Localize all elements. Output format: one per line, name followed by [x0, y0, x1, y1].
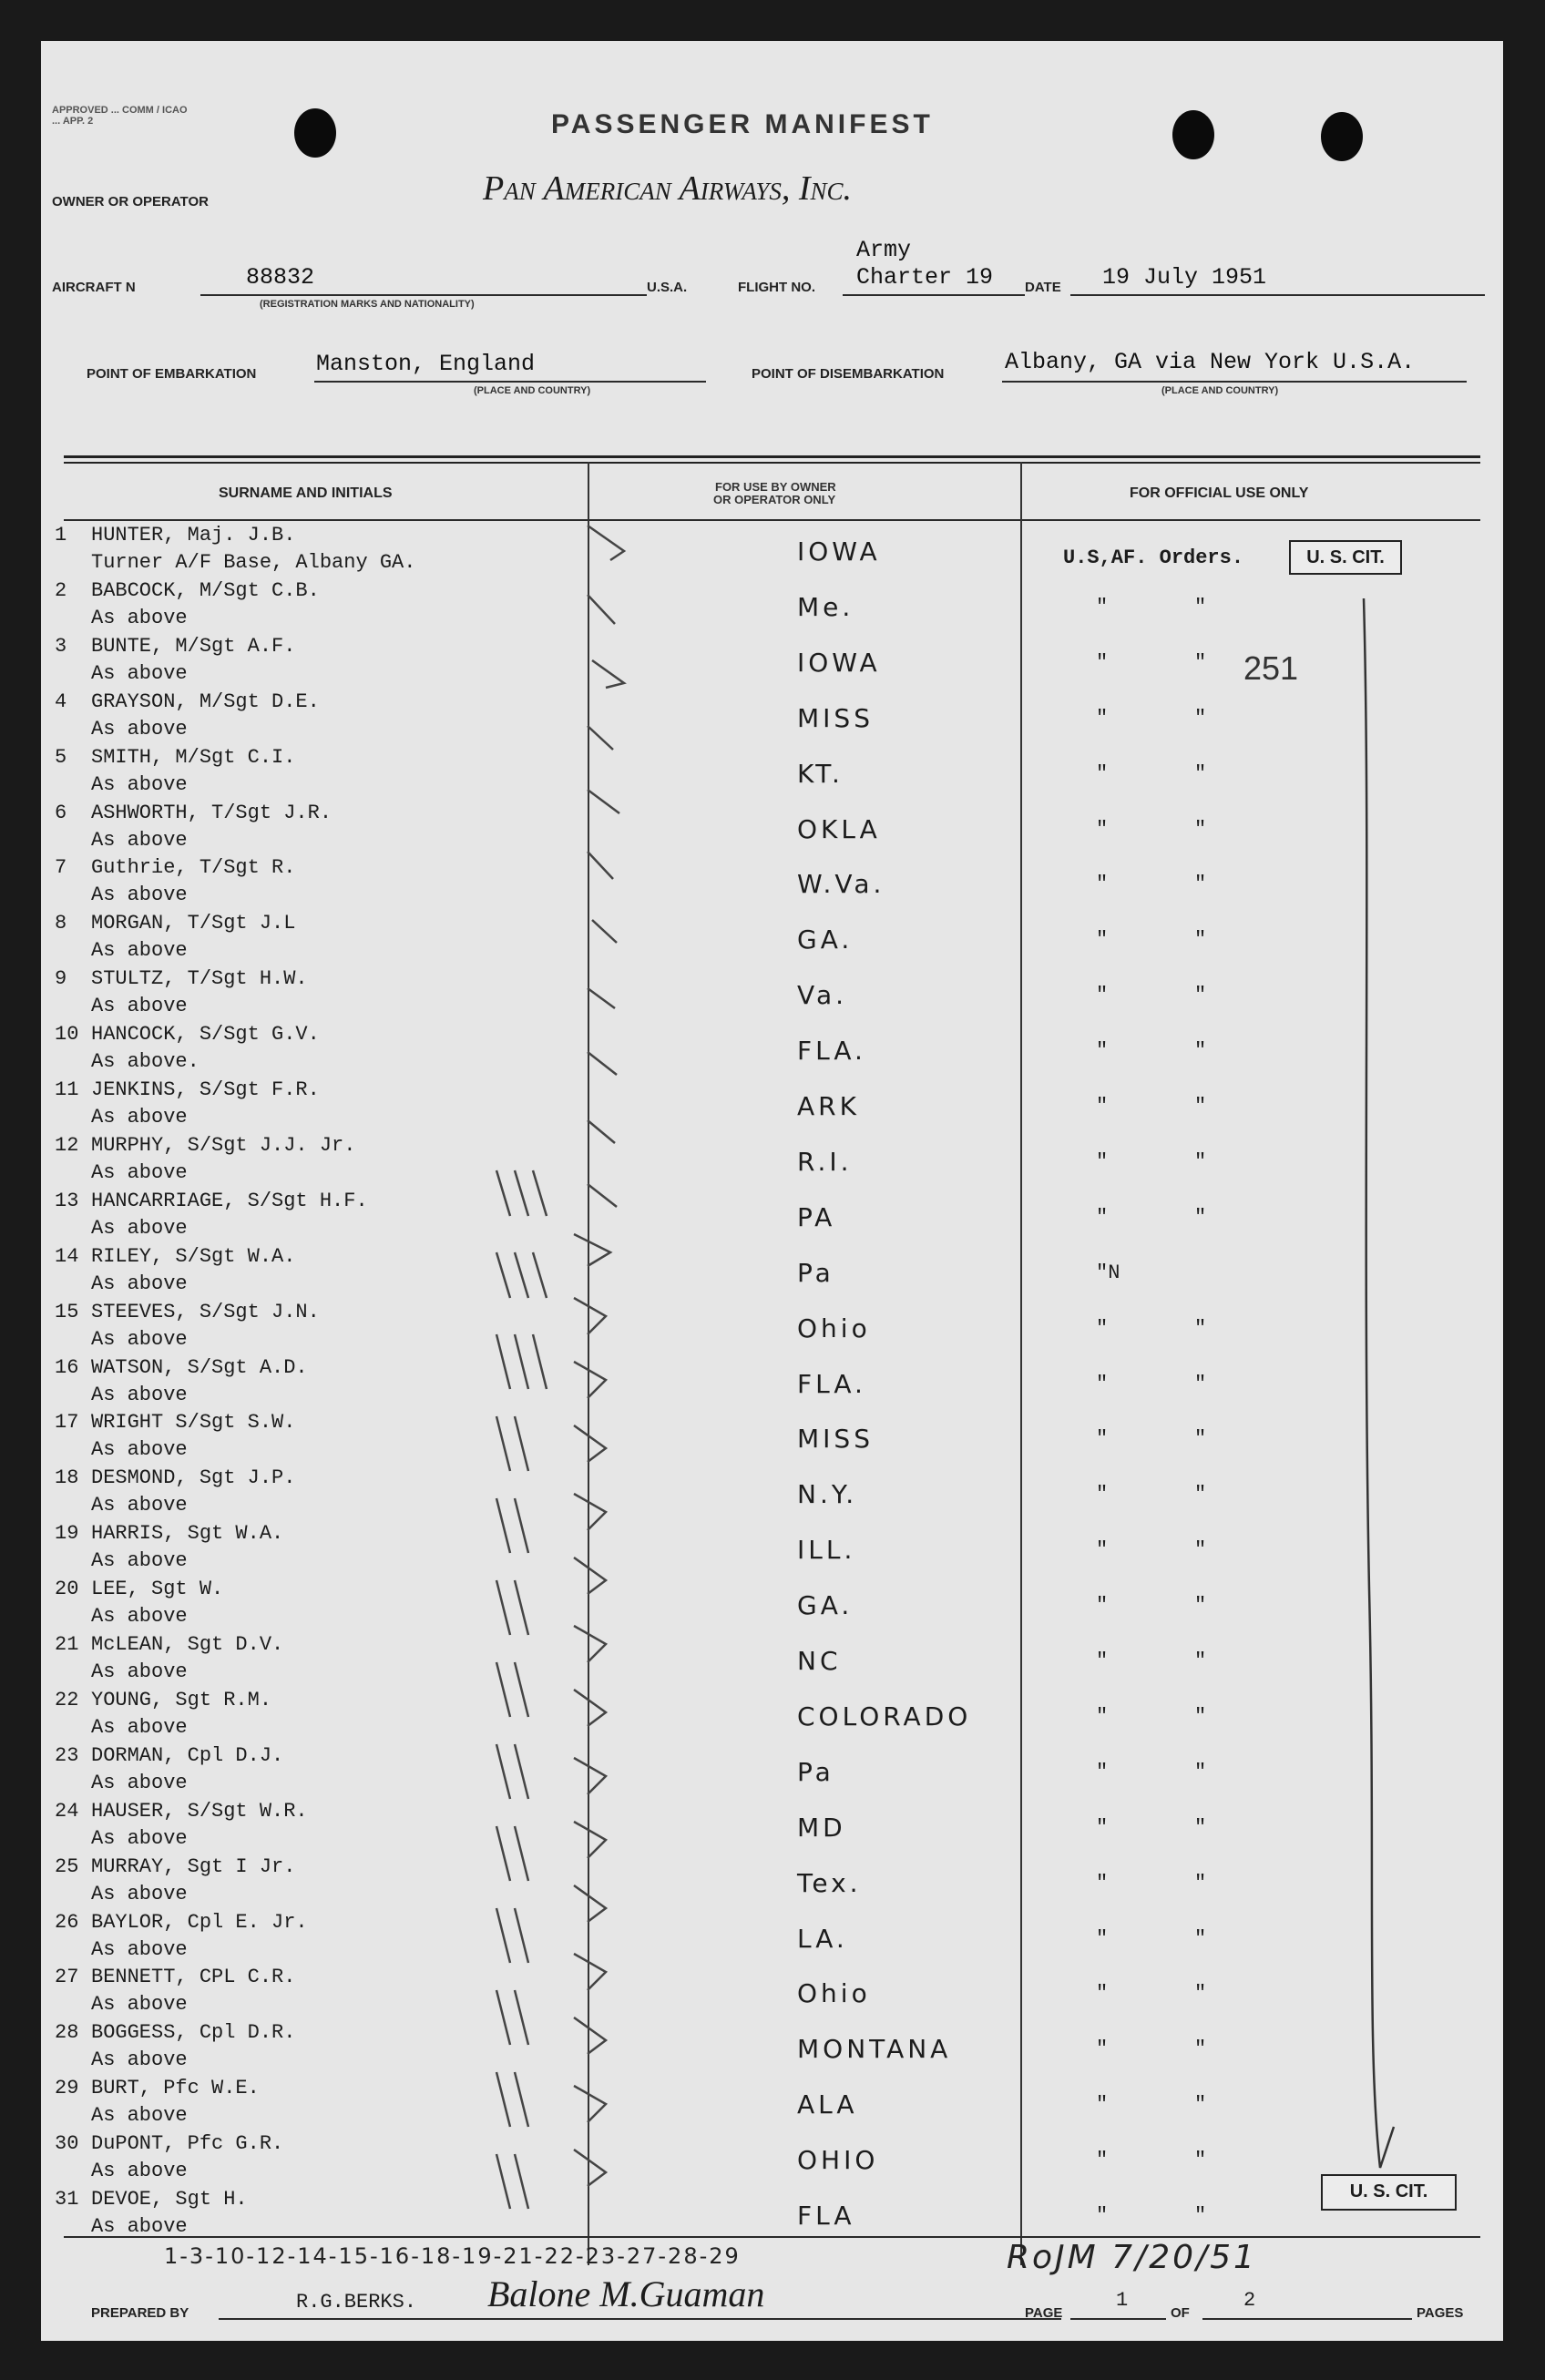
passenger-address: As above: [91, 1771, 188, 1794]
passenger-row: [41, 2077, 1503, 2132]
passenger-name: BAYLOR, Cpl E. Jr.: [91, 1910, 308, 1934]
passenger-name: STULTZ, T/Sgt H.W.: [91, 967, 308, 991]
home-state: MISS: [797, 702, 874, 733]
passenger-address: As above: [91, 661, 188, 685]
passenger-name: LEE, Sgt W.: [91, 1578, 224, 1601]
passenger-name: GRAYSON, M/Sgt D.E.: [91, 689, 320, 713]
ditto-mark: ": [1096, 1205, 1109, 1229]
ditto-mark: ": [1194, 1982, 1207, 2006]
passenger-address: As above: [91, 1993, 188, 2017]
passenger-name: DuPONT, Pfc G.R.: [91, 2132, 284, 2156]
row-number: 10: [55, 1023, 79, 1047]
ditto-mark: ": [1096, 706, 1109, 730]
passenger-address: As above: [91, 1327, 188, 1351]
row-number: 8: [55, 912, 67, 935]
passenger-name: BURT, Pfc W.E.: [91, 2077, 260, 2100]
row-number: 30: [55, 2132, 79, 2156]
passenger-address: As above: [91, 995, 188, 1018]
ditto-mark: "N: [1096, 1261, 1120, 1284]
ditto-mark: ": [1194, 1039, 1207, 1063]
passenger-name: JENKINS, S/Sgt F.R.: [91, 1078, 320, 1101]
passenger-row: [41, 524, 1503, 579]
passenger-name: McLEAN, Sgt D.V.: [91, 1633, 284, 1656]
passenger-row: [41, 2132, 1503, 2188]
passenger-name: WATSON, S/Sgt A.D.: [91, 1355, 308, 1379]
passenger-address: As above: [91, 772, 188, 796]
passenger-address: As above: [91, 884, 188, 907]
flight-date: 19 July 1951: [1102, 264, 1267, 291]
passenger-row: [41, 1855, 1503, 1911]
passenger-address: As above: [91, 1660, 188, 1683]
passenger-row: [41, 967, 1503, 1023]
passenger-address: As above: [91, 2215, 188, 2238]
us-cit-stamp-bottom: U. S. CIT.: [1321, 2174, 1457, 2211]
row-number: 9: [55, 967, 67, 991]
row-number: 2: [55, 578, 67, 602]
ditto-mark: ": [1194, 2038, 1207, 2061]
row-number: 29: [55, 2077, 79, 2100]
ditto-mark: ": [1194, 1427, 1207, 1451]
row-number: 7: [55, 856, 67, 880]
home-state: OHIO: [797, 2145, 879, 2176]
home-state: IOWA: [797, 536, 881, 567]
passenger-address: As above: [91, 1216, 188, 1240]
passenger-row: [41, 1689, 1503, 1744]
prepared-label: PREPARED BY: [91, 2305, 189, 2321]
manifest-sheet: [41, 41, 1503, 2341]
home-state: KT.: [797, 758, 844, 789]
row-number: 24: [55, 1799, 79, 1823]
passenger-row: [41, 1466, 1503, 1522]
row-number: 14: [55, 1244, 79, 1268]
passenger-row: [41, 912, 1503, 967]
row-number: 17: [55, 1411, 79, 1435]
ditto-mark: ": [1096, 1871, 1109, 1895]
ditto-mark: ": [1096, 2093, 1109, 2117]
home-state: ARK: [797, 1091, 860, 1121]
passenger-address: As above: [91, 717, 188, 741]
of-label: OF: [1171, 2305, 1190, 2321]
home-state: NC: [797, 1646, 842, 1676]
home-state: ALA: [797, 2089, 858, 2120]
ditto-mark: ": [1096, 1594, 1109, 1618]
col-surname: SURNAME AND INITIALS: [219, 485, 393, 501]
ditto-mark: ": [1096, 1704, 1109, 1728]
passenger-row: [41, 1190, 1503, 1245]
owner-label: OWNER OR OPERATOR: [52, 194, 209, 209]
home-state: FLA: [797, 2201, 855, 2231]
ditto-mark: ": [1096, 2204, 1109, 2227]
ditto-mark: ": [1096, 1650, 1109, 1672]
aircraft-label: AIRCRAFT N: [52, 280, 136, 295]
flight-label: FLIGHT NO.: [738, 280, 815, 295]
passenger-address: As above: [91, 1383, 188, 1406]
ditto-mark: ": [1096, 1815, 1109, 1839]
ditto-mark: ": [1096, 1427, 1109, 1451]
ditto-mark: ": [1096, 1483, 1109, 1507]
row-number: 6: [55, 801, 67, 824]
ditto-mark: ": [1096, 1149, 1109, 1173]
ditto-mark: ": [1194, 595, 1207, 618]
flight-note: Army: [856, 237, 912, 263]
passenger-name: BUNTE, M/Sgt A.F.: [91, 634, 296, 658]
passenger-name: DEVOE, Sgt H.: [91, 2188, 248, 2211]
ditto-mark: ": [1096, 1372, 1109, 1395]
ditto-mark: ": [1194, 1538, 1207, 1562]
home-state: Me.: [797, 591, 854, 622]
ditto-mark: ": [1194, 2093, 1207, 2117]
home-state: MISS: [797, 1424, 874, 1455]
ditto-mark: ": [1194, 1372, 1207, 1395]
passenger-name: MURPHY, S/Sgt J.J. Jr.: [91, 1133, 356, 1157]
ditto-mark: ": [1194, 2204, 1207, 2227]
ditto-mark: ": [1194, 1704, 1207, 1728]
flight-number: Charter 19: [856, 264, 994, 291]
disembark-place: Albany, GA via New York U.S.A.: [1005, 349, 1416, 375]
home-state: Pa: [797, 1756, 834, 1787]
home-state: MD: [797, 1812, 846, 1843]
place-caption-1: (PLACE AND COUNTRY): [474, 385, 591, 396]
ditto-mark: ": [1194, 1149, 1207, 1173]
ditto-mark: ": [1096, 595, 1109, 618]
passenger-address: As above: [91, 2104, 188, 2128]
home-state: ILL.: [797, 1535, 856, 1566]
ditto-mark: ": [1096, 873, 1109, 896]
home-state: Ohio: [797, 1978, 871, 2009]
prepared-by: R.G.BERKS.: [296, 2291, 417, 2314]
ditto-mark: ": [1096, 1095, 1109, 1118]
ditto-mark: ": [1096, 1982, 1109, 2006]
handwritten-251: 251: [1243, 649, 1299, 687]
passenger-row: [41, 1633, 1503, 1689]
passenger-name: SMITH, M/Sgt C.I.: [91, 745, 296, 769]
home-state: IOWA: [797, 647, 881, 678]
page-total: 2: [1243, 2289, 1256, 2312]
passenger-name: Guthrie, T/Sgt R.: [91, 856, 296, 880]
passenger-row: [41, 579, 1503, 635]
passenger-name: HAUSER, S/Sgt W.R.: [91, 1799, 308, 1823]
passenger-row: [41, 1578, 1503, 1633]
ditto-mark: ": [1096, 650, 1109, 674]
passenger-name: BABCOCK, M/Sgt C.B.: [91, 578, 320, 602]
ditto-mark: ": [1194, 1650, 1207, 1672]
passenger-name: MORGAN, T/Sgt J.L: [91, 912, 296, 935]
ditto-mark: ": [1096, 928, 1109, 952]
passenger-name: MURRAY, Sgt I Jr.: [91, 1854, 296, 1878]
passenger-address: As above: [91, 2160, 188, 2183]
ditto-mark: ": [1096, 1926, 1109, 1950]
passenger-name: STEEVES, S/Sgt J.N.: [91, 1300, 320, 1323]
disembark-label: POINT OF DISEMBARKATION: [752, 366, 945, 382]
ditto-mark: ": [1194, 1926, 1207, 1950]
embark-label: POINT OF EMBARKATION: [87, 366, 257, 382]
col-official: FOR OFFICIAL USE ONLY: [1130, 485, 1309, 501]
ditto-mark: ": [1194, 928, 1207, 952]
signature: Balone M.Guaman: [487, 2273, 765, 2314]
page-label: PAGE: [1025, 2305, 1063, 2321]
place-caption-2: (PLACE AND COUNTRY): [1161, 385, 1279, 396]
ditto-mark: ": [1096, 761, 1109, 785]
ditto-mark: ": [1096, 984, 1109, 1007]
passenger-row: [41, 1800, 1503, 1855]
ditto-mark: ": [1096, 1760, 1109, 1783]
passenger-row: [41, 690, 1503, 746]
passenger-name: HARRIS, Sgt W.A.: [91, 1522, 284, 1546]
passenger-address: As above: [91, 2048, 188, 2072]
ditto-mark: ": [1194, 984, 1207, 1007]
home-state: Ohio: [797, 1313, 871, 1343]
ditto-mark: ": [1194, 1483, 1207, 1507]
ditto-mark: ": [1096, 1316, 1109, 1340]
home-state: FLA.: [797, 1368, 866, 1399]
home-state: PA: [797, 1201, 836, 1232]
passenger-name: HANCOCK, S/Sgt G.V.: [91, 1023, 320, 1047]
ditto-mark: ": [1194, 1760, 1207, 1783]
ditto-mark: ": [1096, 2038, 1109, 2061]
passenger-row: [41, 1245, 1503, 1301]
row-number: 15: [55, 1300, 79, 1323]
ditto-mark: ": [1096, 1039, 1109, 1063]
passenger-name: WRIGHT S/Sgt S.W.: [91, 1411, 296, 1435]
registration-caption: (REGISTRATION MARKS AND NATIONALITY): [260, 299, 475, 310]
ditto-mark: ": [1194, 761, 1207, 785]
home-state: OKLA: [797, 813, 881, 844]
passenger-row: [41, 1966, 1503, 2021]
official-orders: U.S,AF. Orders.: [1063, 546, 1244, 569]
row-number: 31: [55, 2188, 79, 2211]
passenger-name: YOUNG, Sgt R.M.: [91, 1688, 272, 1711]
passenger-row: [41, 1744, 1503, 1800]
pages-label: PAGES: [1417, 2305, 1464, 2321]
ditto-mark: ": [1194, 1205, 1207, 1229]
passenger-name: DORMAN, Cpl D.J.: [91, 1743, 284, 1767]
passenger-row: [41, 746, 1503, 802]
row-number: 20: [55, 1578, 79, 1601]
col-owner-use-1: FOR USE BY OWNER: [715, 480, 836, 494]
row-number: 1: [55, 524, 67, 546]
passenger-name: BOGGESS, Cpl D.R.: [91, 2021, 296, 2045]
ditto-mark: ": [1096, 1538, 1109, 1562]
aircraft-number: 88832: [246, 264, 315, 291]
passenger-name: ASHWORTH, T/Sgt J.R.: [91, 801, 333, 824]
passenger-address: As above: [91, 939, 188, 963]
embark-place: Manston, England: [316, 351, 536, 377]
usa-label: U.S.A.: [647, 280, 688, 295]
passenger-address: As above: [91, 828, 188, 852]
passenger-address: As above: [91, 1937, 188, 1961]
home-state: W.Va.: [797, 869, 885, 900]
manifest-title: PASSENGER MANIFEST: [551, 109, 934, 139]
row-number: 3: [55, 634, 67, 658]
ditto-mark: ": [1194, 1095, 1207, 1118]
home-state: COLORADO: [797, 1701, 972, 1731]
home-state: R.I.: [797, 1146, 853, 1177]
row-number: 22: [55, 1688, 79, 1711]
row-number: 13: [55, 1189, 79, 1212]
home-state: Tex.: [797, 1867, 862, 1898]
home-state: Pa: [797, 1257, 834, 1288]
initials-date: RoJM 7/20/51: [1007, 2239, 1257, 2276]
home-state: GA.: [797, 924, 854, 955]
ditto-mark: ": [1096, 2149, 1109, 2172]
home-state: Va.: [797, 980, 848, 1011]
passenger-address: As above: [91, 1106, 188, 1129]
ditto-mark: ": [1194, 1815, 1207, 1839]
passenger-row: [41, 1078, 1503, 1134]
passenger-row: [41, 1911, 1503, 1966]
passenger-address: As above: [91, 1826, 188, 1850]
passenger-address: As above.: [91, 1050, 200, 1074]
ditto-mark: ": [1194, 650, 1207, 674]
ditto-mark: ": [1194, 817, 1207, 841]
passenger-address: As above: [91, 1272, 188, 1295]
passenger-row: [41, 2188, 1503, 2243]
passenger-address: As above: [91, 1605, 188, 1629]
home-state: N.Y.: [797, 1479, 858, 1510]
home-state: MONTANA: [797, 2034, 952, 2065]
row-number: 25: [55, 1854, 79, 1878]
passenger-row: [41, 1023, 1503, 1078]
row-number: 12: [55, 1133, 79, 1157]
row-number: 16: [55, 1355, 79, 1379]
row-number: 5: [55, 745, 67, 769]
passenger-row: [41, 802, 1503, 857]
ditto-mark: ": [1194, 2149, 1207, 2172]
row-number: 28: [55, 2021, 79, 2045]
date-label: DATE: [1025, 280, 1061, 295]
ditto-mark: ": [1096, 817, 1109, 841]
passenger-row: [41, 2021, 1503, 2077]
passenger-address: As above: [91, 1494, 188, 1517]
home-state: LA.: [797, 1923, 848, 1954]
passenger-name: HANCARRIAGE, S/Sgt H.F.: [91, 1189, 368, 1212]
passenger-address: As above: [91, 606, 188, 629]
row-number: 18: [55, 1466, 79, 1490]
passenger-row: [41, 1356, 1503, 1412]
operator-name: Pan American Airways, Inc.: [483, 169, 853, 208]
home-state: FLA.: [797, 1036, 866, 1067]
page-number: 1: [1116, 2289, 1129, 2312]
ditto-mark: ": [1194, 873, 1207, 896]
row-number: 23: [55, 1743, 79, 1767]
ditto-mark: ": [1194, 1871, 1207, 1895]
passenger-row: [41, 1522, 1503, 1578]
passenger-name: RILEY, S/Sgt W.A.: [91, 1244, 296, 1268]
passenger-address: As above: [91, 1549, 188, 1573]
home-state: GA.: [797, 1590, 854, 1621]
ditto-mark: ": [1194, 706, 1207, 730]
passenger-row: [41, 1134, 1503, 1190]
row-number: 19: [55, 1522, 79, 1546]
passenger-address: As above: [91, 1160, 188, 1184]
passenger-address: As above: [91, 1715, 188, 1739]
passenger-name: HUNTER, Maj. J.B.: [91, 524, 296, 546]
row-number: 27: [55, 1966, 79, 1989]
ditto-mark: ": [1194, 1316, 1207, 1340]
row-number: 26: [55, 1910, 79, 1934]
passenger-row: [41, 1301, 1503, 1356]
passenger-address: As above: [91, 1438, 188, 1462]
col-owner-use-2: OR OPERATOR ONLY: [713, 493, 836, 506]
handwritten-tally: 1-3-10-12-14-15-16-18-19-21-22-23-27-28-29: [164, 2243, 741, 2269]
row-number: 4: [55, 689, 67, 713]
passenger-row: [41, 1411, 1503, 1466]
passenger-row: [41, 856, 1503, 912]
passenger-address: Turner A/F Base, Albany GA.: [91, 551, 416, 574]
passenger-name: DESMOND, Sgt J.P.: [91, 1466, 296, 1490]
us-cit-stamp-top: U. S. CIT.: [1289, 540, 1402, 575]
passenger-row: [41, 635, 1503, 690]
ditto-mark: ": [1194, 1594, 1207, 1618]
passenger-address: As above: [91, 1882, 188, 1905]
row-number: 21: [55, 1633, 79, 1656]
row-number: 11: [55, 1078, 79, 1101]
passenger-name: BENNETT, CPL C.R.: [91, 1966, 296, 1989]
approval-stamp: APPROVED ... COMM / ICAO ... APP. 2: [52, 105, 188, 127]
